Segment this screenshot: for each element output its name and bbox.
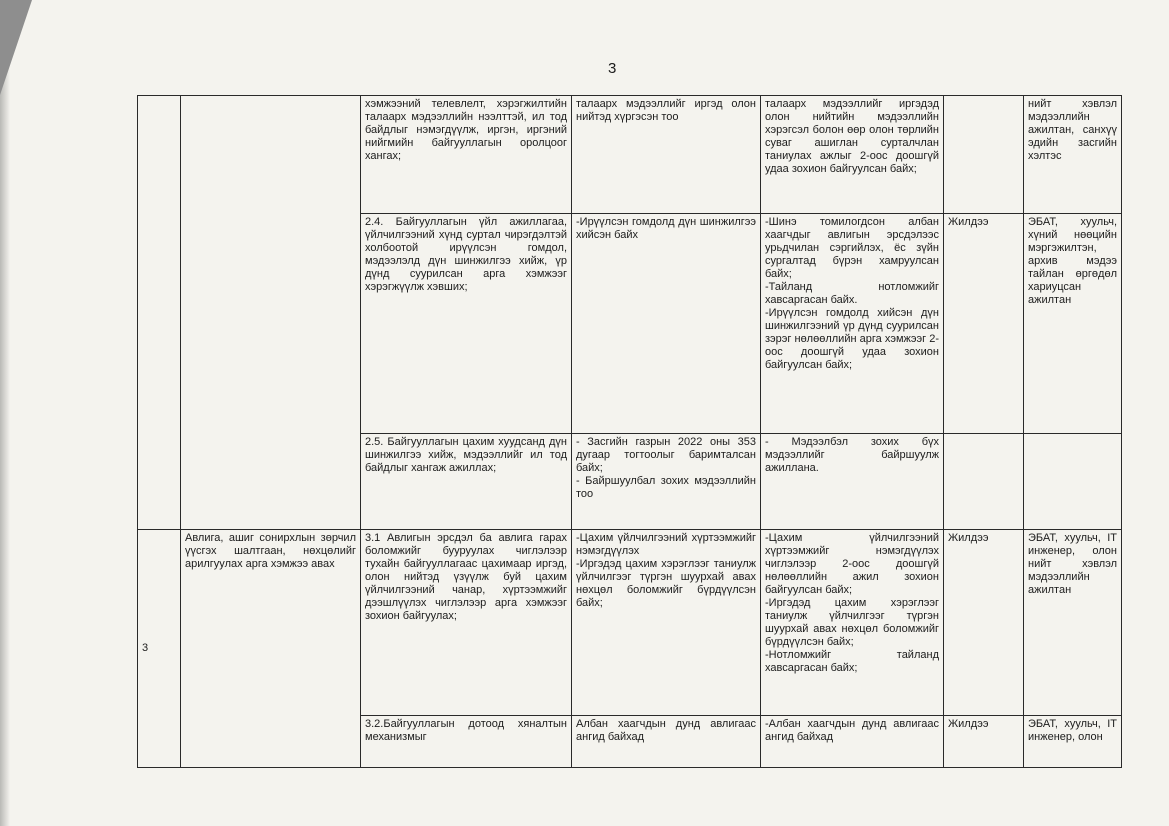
scan-corner-fold [0,0,32,95]
table-cell-deadline: Жилдээ [944,716,1024,768]
table-cell-responsible: ЭБАТ, хуульч, хүний нөөцийн мэргэжилтэн, архив мэдээ тайлан өргөдөл хариуцсан ажилтан [1024,214,1122,434]
table-cell-task: 2.5. Байгууллагын цахим хуудсанд дүн шинжилгээ хийж, мэдээллийг ил тод байдлыг хангаж ажиллах; [361,434,572,530]
table-cell-task: хэмжээний телевлелт, хэрэгжилтийн талаарх мэдээллийн нээлттэй, ил тод байдлыг нэмэгдүүлж, иргэн, иргэний нийгмийн байгууллагын оролцоог хангах; [361,96,572,214]
table-cell-deadline [944,96,1024,214]
table-cell-responsible: ЭБАТ, хуульч, IT инженер, олон [1024,716,1122,768]
table-cell-num [138,96,181,530]
table-cell-responsible [1024,434,1122,530]
table-cell-task: 3.1 Авлигын эрсдэл ба авлига гарах боломжийг бууруулах чиглэлээр тухайн байгууллагаас цахимаар иргэд, олон нийтэд үзүүлж буй цахим үйлчилгээний чанар, хүртээмжийг дээшлүүлэх чиглэлээр арга хэмжээг зохион байгуулах; [361,530,572,716]
table-cell-result: Албан хаагчдын дунд авлигаас ангид байхад [572,716,761,768]
table-cell-deadline [944,434,1024,530]
table-cell-indicator: - Мэдээлбэл зохих бүх мэдээллийг байршуулж ажиллана. [761,434,944,530]
action-plan-table [137,95,1122,768]
table-row [138,530,1122,716]
table-cell-indicator: -Албан хаагчдын дунд авлигаас ангид байхад [761,716,944,768]
table-cell-responsible: нийт хэвлэл мэдээллийн ажилтан, санхүү эдийн засгийн хэлтэс [1024,96,1122,214]
table-cell-responsible: ЭБАТ, хуульч, IT инженер, олон нийт хэвлэл мэдээллийн ажилтан [1024,530,1122,716]
table-cell-indicator: -Цахим үйлчилгээний хүртээмжийг нэмэгдүүлэх чиглэлээр 2-оос доошгүй нөлөөллийн ажил зохион байгуулсан байх; -Иргэдэд цахим хэрэглээг таниулж үйлчилгээг түргэн шуурхай авах нөхцөл боломжийг бүрдүүлсэн байх; -Нотломжийг тайланд хавсаргасан байх; [761,530,944,716]
table-cell-deadline: Жилдээ [944,530,1024,716]
table-row [138,96,1122,214]
table-cell-task: 3.2.Байгууллагын дотоод хяналтын механизмыг [361,716,572,768]
table-cell-goal [181,96,361,530]
table-cell-result: талаарх мэдээллийг иргэд олон нийтэд хүргэсэн тоо [572,96,761,214]
table-cell-deadline: Жилдээ [944,214,1024,434]
scan-edge [0,0,10,826]
table-cell-task: 2.4. Байгууллагын үйл ажиллагаа, үйлчилгээний хүнд суртал чирэгдэлтэй холбоотой ирүүлсэн гомдол, мэдээлэлд дүн шинжилгээ хийж, үр дүнд суурилсан арга хэмжээг хэрэгжүүлж хэвших; [361,214,572,434]
table-cell-indicator: талаарх мэдээллийг иргэдэд олон нийтийн мэдээллийн хэрэгсэл болон өөр олон төрлийн суваг ашиглан сурталчлан таниулах ажлыг 2-оос доошгүй удаа зохион байгуулсан байх; [761,96,944,214]
table-cell-indicator: -Шинэ томилогдсон албан хаагчдыг авлигын эрсдэлээс урьдчилан сэргийлэх, ёс зүйн сургалтад бүрэн хамруулсан байх; -Тайланд нотломжийг хавсаргасан байх. -Ирүүлсэн гомдолд хийсэн дүн шинжилгээний үр дүнд суурилсан зэрэг нөлөөллийн арга хэмжээг 2-оос доошгүй удаа зохион байгуулсан байх; [761,214,944,434]
table-cell-result: - Засгийн газрын 2022 оны 353 дугаар тогтоолыг баримталсан байх; - Байршуулбал зохих мэдээллийн тоо [572,434,761,530]
table-cell-result: -Цахим үйлчилгээний хүртээмжийг нэмэгдүүлэх -Иргэдэд цахим хэрэглээг таниулж үйлчилгээг түргэн шуурхай авах нөхцөл боломжийг бүрдүүлсэн байх; [572,530,761,716]
table-cell-goal: Авлига, ашиг сонирхлын зөрчил үүсгэх шалтгаан, нөхцөлийг арилгуулах арга хэмжээ авах [181,530,361,768]
table-cell-result: -Ирүүлсэн гомдолд дүн шинжилгээ хийсэн байх [572,214,761,434]
table-cell-num: 3 [138,530,181,768]
page-number: 3 [608,60,617,77]
